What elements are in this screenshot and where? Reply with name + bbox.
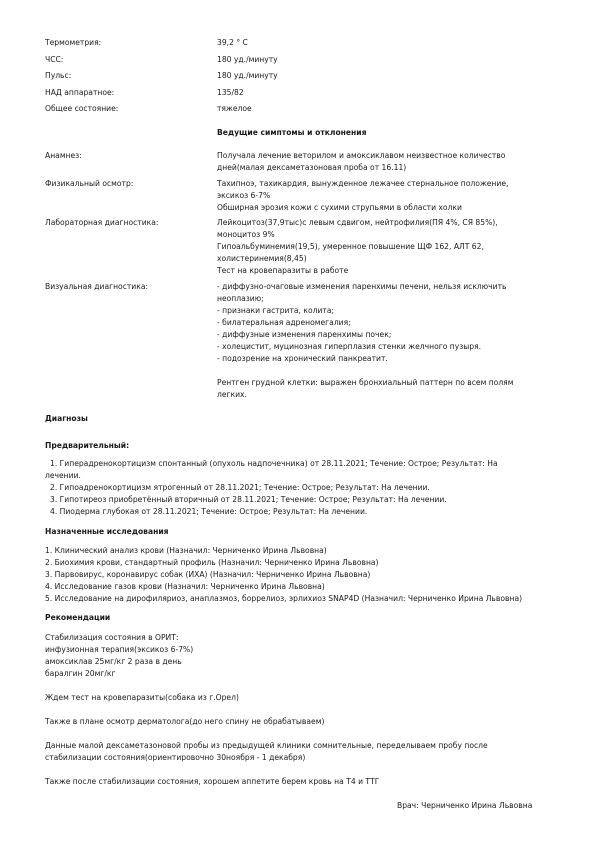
vital-value-blood-pressure: 135/82 [217,88,244,97]
diagnosis-item-4: 4. Пиодерма глубокая от 28.11.2021; Течение: Острое; Результат: На лечении. [50,507,368,516]
vital-label-heart-rate: ЧСС: [45,55,64,64]
rec-line-2: инфузионная терапия(эксикоз 6-7%) [45,645,194,654]
diagnosis-item-3: 3. Гипотиреоз приобретённый вторичный от 28.11.2021; Течение: Острое; Результат: На лечении. [50,495,447,504]
vital-value-temperature: 39,2 ° C [217,38,248,47]
lab-line-3: Гипоальбуминемия(19,5), умеренное повышение ЩФ 162, АЛТ 62, [217,242,484,251]
anamnesis-line-1: Получала лечение веторилом и амоксиклавом неизвестное количество [217,151,506,160]
vital-label-temperature: Термометрия: [45,38,102,47]
vital-label-pulse: Пульс: [45,71,72,80]
vital-value-general-state: тяжелое [217,104,252,113]
visual-line-7: - подозрение на хронический панкреатит. [217,354,388,363]
vital-value-pulse: 180 уд./минуту [217,71,278,80]
xray-line-2: легких. [217,390,247,399]
lab-line-4: холистеринемия(8,45) [217,254,307,263]
visual-line-6: - холецистит, муцинозная гиперплазия стенки желчного пузыря. [217,342,482,351]
diagnoses-heading: Диагнозы [45,414,88,423]
vital-label-general-state: Общее состояние: [45,104,119,113]
physical-exam-line-1: Тахипноэ, тахикардия, вынужденное лежачее стернальное положение, [217,179,509,188]
physical-exam-line-3: Обширная эрозия кожи с сухими струпьями в области холки [217,203,462,212]
rec-t4-tsh: Также после стабилизации состояния, хорошем аппетите берем кровь на Т4 и ТТГ [45,777,380,786]
study-item-1: 1. Клинический анализ крови (Назначил: Черниченко Ирина Львовна) [45,546,327,555]
physical-exam-label: Физикальный осмотр: [45,179,134,188]
visual-diagnostics-label: Визуальная диагностика: [45,282,149,291]
study-item-5: 5. Исследование на дирофиляриоз, анаплазмоз, боррелиоз, эрлихиоз SNAP4D (Назначил: Черниченко Ирина Львовна) [45,594,523,603]
diagnosis-item-1-cont: лечении. [45,471,81,480]
rec-dermatologist: Также в плане осмотр дерматолога(до него спину не обрабатываем) [45,717,325,726]
rec-parasite-test: Ждем тест на кровепаразиты(собака из г.Орел) [45,693,239,702]
symptoms-heading: Ведущие симптомы и отклонения [217,128,367,137]
physical-exam-line-2: эксикоз 6-7% [217,191,271,200]
diagnosis-item-2: 2. Гипоадренокортицизм ятрогенный от 28.11.2021; Течение: Острое; Результат: На лечении. [50,483,430,492]
vital-value-heart-rate: 180 уд./минуту [217,55,278,64]
study-item-2: 2. Биохимия крови, стандартный профиль (Назначил: Черниченко Ирина Львовна) [45,558,379,567]
lab-line-1: Лейкоцитоз(37,9тыс)с левым сдвигом, нейтрофилия(ПЯ 4%, СЯ 85%), [217,218,498,227]
visual-line-5: - диффузные изменения паренхимы почек; [217,330,392,339]
study-item-4: 4. Исследование газов крови (Назначил: Черниченко Ирина Львовна) [45,582,325,591]
rec-line-1: Стабилизация состояния в ОРИТ: [45,633,179,642]
visual-line-1: - диффузно-очаговые изменения паренхимы печени, нельзя исключить [217,282,507,291]
rec-dexamethasone-line-2: стабилизации состояния(ориентировочно 30ноября - 1 декабря) [45,753,306,762]
visual-line-4: - билатеральная адреномегалия; [217,318,351,327]
doctor-signature: Врач: Черниченко Ирина Львовна [397,801,533,810]
lab-diagnostics-label: Лабораторная диагностика: [45,218,159,227]
vital-label-blood-pressure: НАД аппаратное: [45,88,115,97]
anamnesis-line-2: дней(малая дексаметазоновая проба от 16.11) [217,163,407,172]
rec-dexamethasone-line-1: Данные малой дексаметазоновой пробы из предыдущей клиники сомнительные, переделываем пробу после [45,741,488,750]
diagnosis-item-1: 1. Гиперадренокортицизм спонтанный (опухоль надпочечника) от 28.11.2021; Течение: Острое; Результат: На [50,459,498,468]
lab-line-2: моноцитоз 9% [217,230,275,239]
rec-line-4: баралгин 20мг/кг [45,669,116,678]
study-item-3: 3. Парвовирус, коронавирус собак (ИХА) (Назначил: Черниченко Ирина Львовна) [45,570,371,579]
anamnesis-label: Анамнез: [45,151,82,160]
xray-line-1: Рентген грудной клетки: выражен бронхиальный паттерн по всем полям [217,378,514,387]
rec-line-3: амоксиклав 25мг/кг 2 раза в день [45,657,182,666]
visual-line-3: - признаки гастрита, колита; [217,306,335,315]
visual-line-2: неоплазию; [217,294,264,303]
preliminary-heading: Предварительный: [45,441,130,450]
lab-line-5: Тест на кровепаразиты в работе [217,266,349,275]
recommendations-heading: Рекомендации [45,613,111,622]
studies-heading: Назначенные исследования [45,527,169,536]
